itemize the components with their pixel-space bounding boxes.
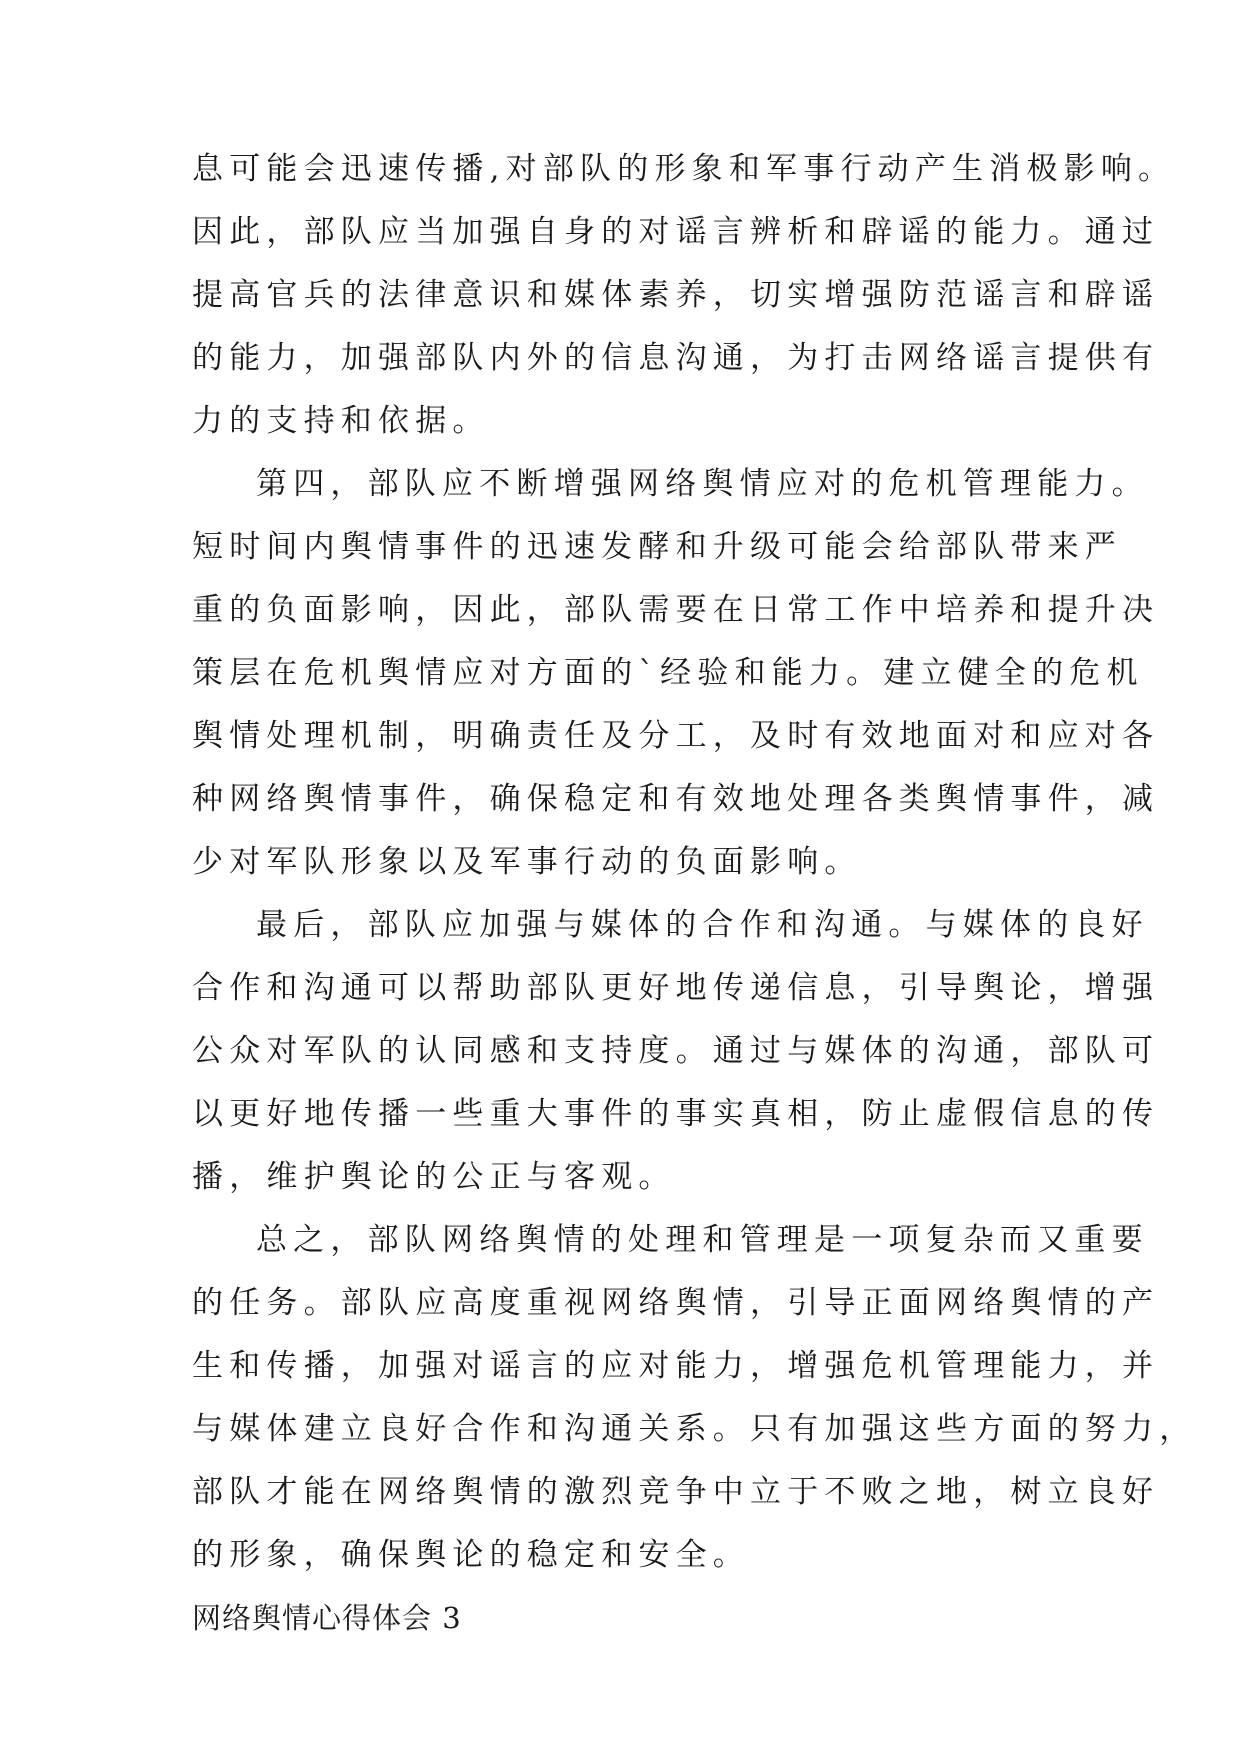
paragraph-4-line-2: 的任务。部队应高度重视网络舆情，引导正面网络舆情的产 xyxy=(192,1285,1160,1321)
paragraph-4-line-1: 总之，部队网络舆情的处理和管理是一项复杂而又重要 xyxy=(256,1222,1149,1258)
paragraph-2-line-6: 种网络舆情事件，确保稳定和有效地处理各类舆情事件，减 xyxy=(192,781,1160,817)
section-heading: 网络舆情心得体会 3 xyxy=(192,1601,462,1635)
paragraph-2-line-5: 舆情处理机制，明确责任及分工，及时有效地面对和应对各 xyxy=(192,718,1160,754)
paragraph-3-line-3: 公众对军队的认同感和支持度。通过与媒体的沟通，部队可 xyxy=(192,1033,1160,1069)
paragraph-1-line-5: 力的支持和依据。 xyxy=(192,403,490,439)
paragraph-4-line-5: 部队才能在网络舆情的激烈竞争中立于不败之地，树立良好 xyxy=(192,1474,1160,1510)
paragraph-1-line-1: 息可能会迅速传播,对部队的形象和军事行动产生消极影响。 xyxy=(192,151,1176,187)
paragraph-3-line-1: 最后，部队应加强与媒体的合作和沟通。与媒体的良好 xyxy=(256,907,1149,943)
paragraph-1-line-3: 提高官兵的法律意识和媒体素养，切实增强防范谣言和辟谣 xyxy=(192,277,1160,313)
paragraph-3-line-2: 合作和沟通可以帮助部队更好地传递信息，引导舆论，增强 xyxy=(192,970,1160,1006)
paragraph-2-line-1: 第四，部队应不断增强网络舆情应对的危机管理能力。 xyxy=(256,466,1149,502)
paragraph-2-line-4: 策层在危机舆情应对方面的`经验和能力。建立健全的危机 xyxy=(192,655,1144,691)
paragraph-2-line-7: 少对军队形象以及军事行动的负面影响。 xyxy=(192,844,862,880)
paragraph-2-line-2: 短时间内舆情事件的迅速发酵和升级可能会给部队带来严 xyxy=(192,529,1122,565)
paragraph-4-line-4: 与媒体建立良好合作和沟通关系。只有加强这些方面的努力， xyxy=(192,1411,1197,1447)
paragraph-2-line-3: 重的负面影响，因此，部队需要在日常工作中培养和提升决 xyxy=(192,592,1160,628)
paragraph-4-line-3: 生和传播，加强对谣言的应对能力，增强危机管理能力，并 xyxy=(192,1348,1160,1384)
paragraph-3-line-4: 以更好地传播一些重大事件的事实真相，防止虚假信息的传 xyxy=(192,1096,1160,1132)
paragraph-1-line-2: 因此，部队应当加强自身的对谣言辨析和辟谣的能力。通过 xyxy=(192,214,1160,250)
paragraph-1-line-4: 的能力，加强部队内外的信息沟通，为打击网络谣言提供有 xyxy=(192,340,1160,376)
paragraph-4-line-6: 的形象，确保舆论的稳定和安全。 xyxy=(192,1537,750,1573)
paragraph-3-line-5: 播，维护舆论的公正与客观。 xyxy=(192,1159,676,1195)
